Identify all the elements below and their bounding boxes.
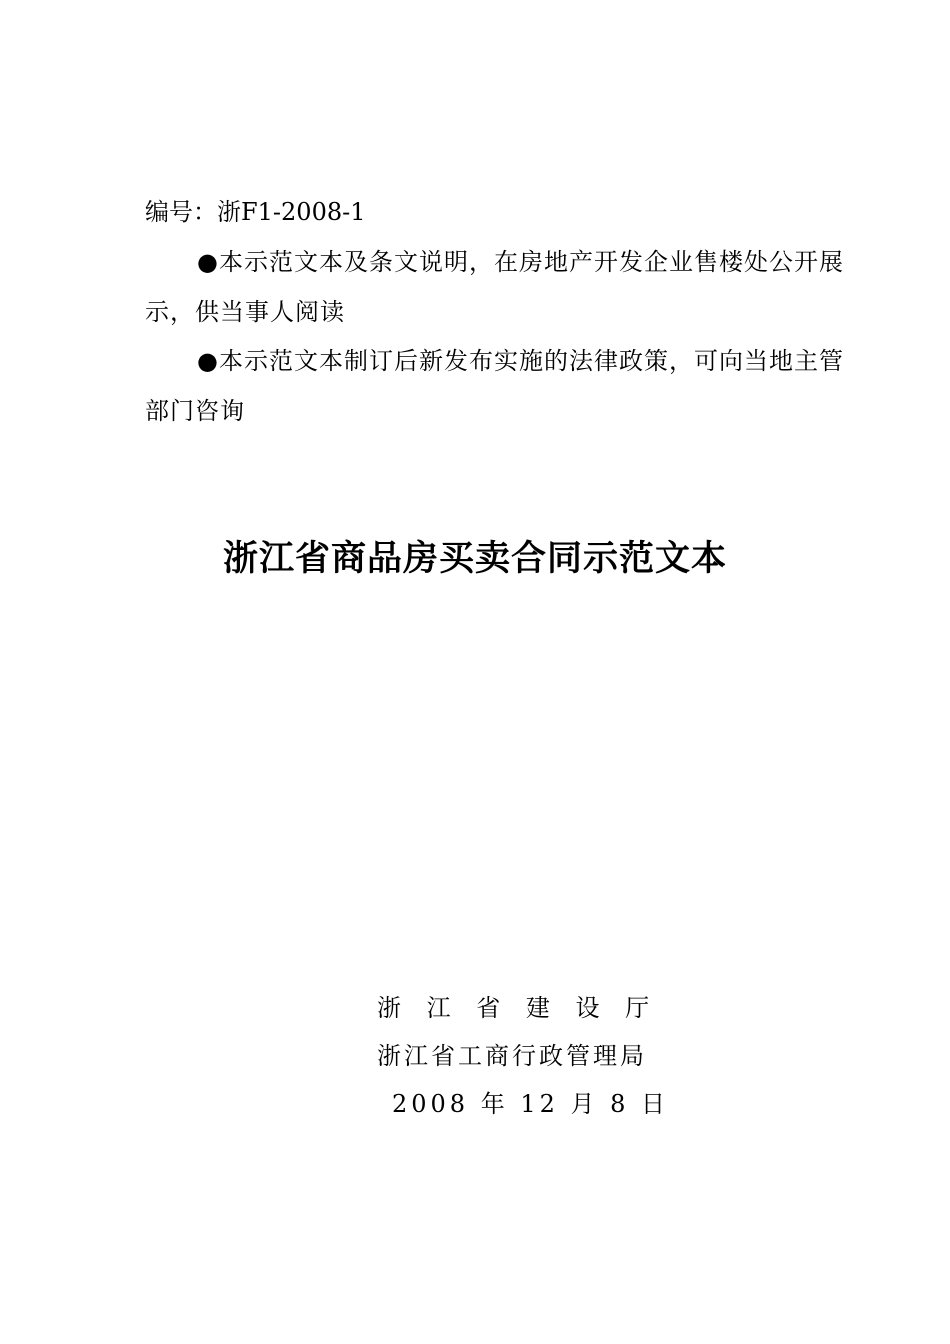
notice-item: ●本示范文本及条文说明，在房地产开发企业售楼处公开展示，供当事人阅读 (145, 248, 844, 326)
notice-item: ●本示范文本制订后新发布实施的法律政策，可向当地主管部门咨询 (145, 347, 844, 425)
issuer-industry-commerce-bureau: 浙江省工商行政管理局 (377, 1042, 647, 1070)
document-title: 浙江省商品房买卖合同示范文本 (222, 539, 727, 579)
issue-date: 2008 年 12 月 8 日 (392, 1090, 670, 1118)
issuer-construction-department: 浙 江 省 建 设 厅 (377, 994, 659, 1022)
issuer-block (377, 988, 669, 1132)
serial-number: 编号：浙F1-2008-1 (145, 198, 366, 226)
